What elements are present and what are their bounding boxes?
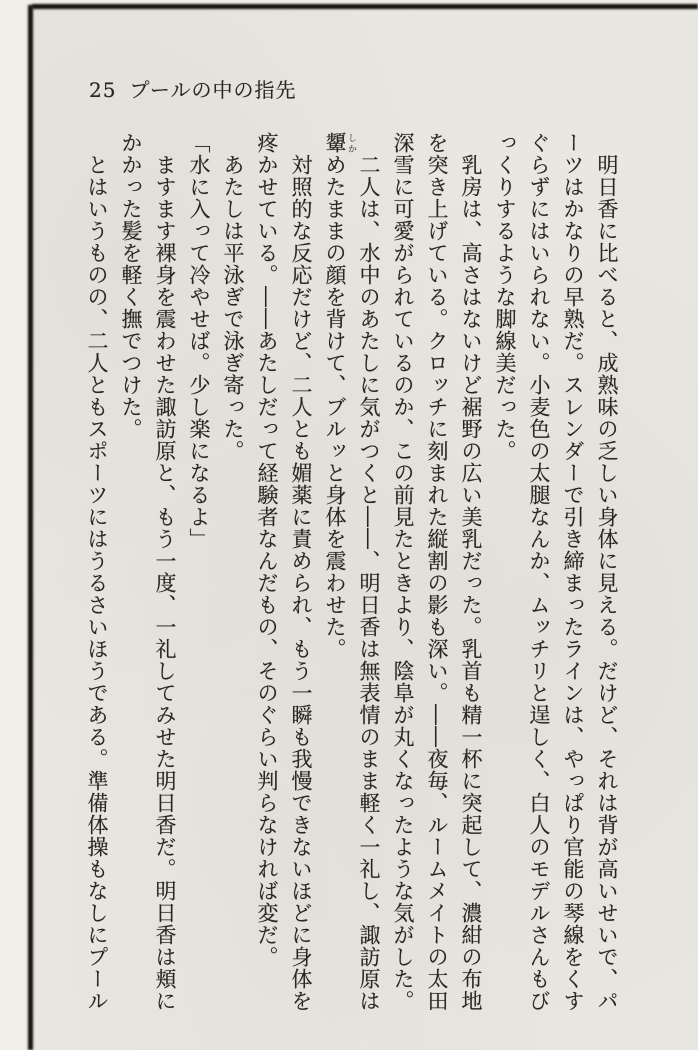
page-header xyxy=(89,74,296,103)
scan-edge-top xyxy=(32,4,698,9)
page-margin-left xyxy=(0,0,28,1050)
paragraph: ますます裸身を震わせた諏訪原と、もう一度、一礼してみせた明日香だ。明日香は頬にかかった髪を軽く撫でつけた。 xyxy=(119,132,177,1012)
paragraph: とはいうものの、二人ともスポーツにはうるさいほうである。準備体操もなしにプール xyxy=(85,154,109,1012)
page-number: 25 xyxy=(89,78,117,102)
chapter-title: プールの中の指先 xyxy=(129,78,297,102)
paragraph: あたしは平泳ぎで泳ぎ寄った。 xyxy=(221,154,245,462)
furigana-ruby: 顰 しか xyxy=(323,132,356,154)
paragraph: 「水に入って冷やせば。少し楽になるよ」 xyxy=(187,132,211,550)
body-text xyxy=(80,132,624,1016)
paragraph: 乳房は、高さはないけど裾野の広い美乳だった。乳首も精一杯に突起して、濃紺の布地を突き上げている。クロッチに刻まれた縦割の影も深い。――夜毎、ルームメイトの太田深雪に可愛がられているのか、この前見たときより、陰阜が丸くなったような気がした。 xyxy=(391,132,483,1012)
paragraph: 対照的な反応だけど、二人とも媚薬に責められ、もう一瞬も我慢できないほどに身体を疼かせている。――あたしだって経験者なんだもの、そのぐらい判らなければ変だ。 xyxy=(255,132,313,1012)
paragraph: 二人は、水中のあたしに気がつくと――、明日香は無表情のまま軽く一礼し、諏訪原は顰 しかめたままの顔を背けて、ブルッと身体を震わせた。 xyxy=(323,132,381,1012)
scan-edge-left xyxy=(28,5,33,1050)
paragraph: 明日香に比べると、成熟味の乏しい身体に見える。だけど、それは背が高いせいで、パーツはかなりの早熟だ。スレンダーで引き締まったラインは、やっぱり官能の琴線をくすぐらずにはいられない。小麦色の太腿なんか、ムッチリと逞しく、白人のモデルさんもびっくりするような脚線美だった。 xyxy=(493,132,619,1012)
